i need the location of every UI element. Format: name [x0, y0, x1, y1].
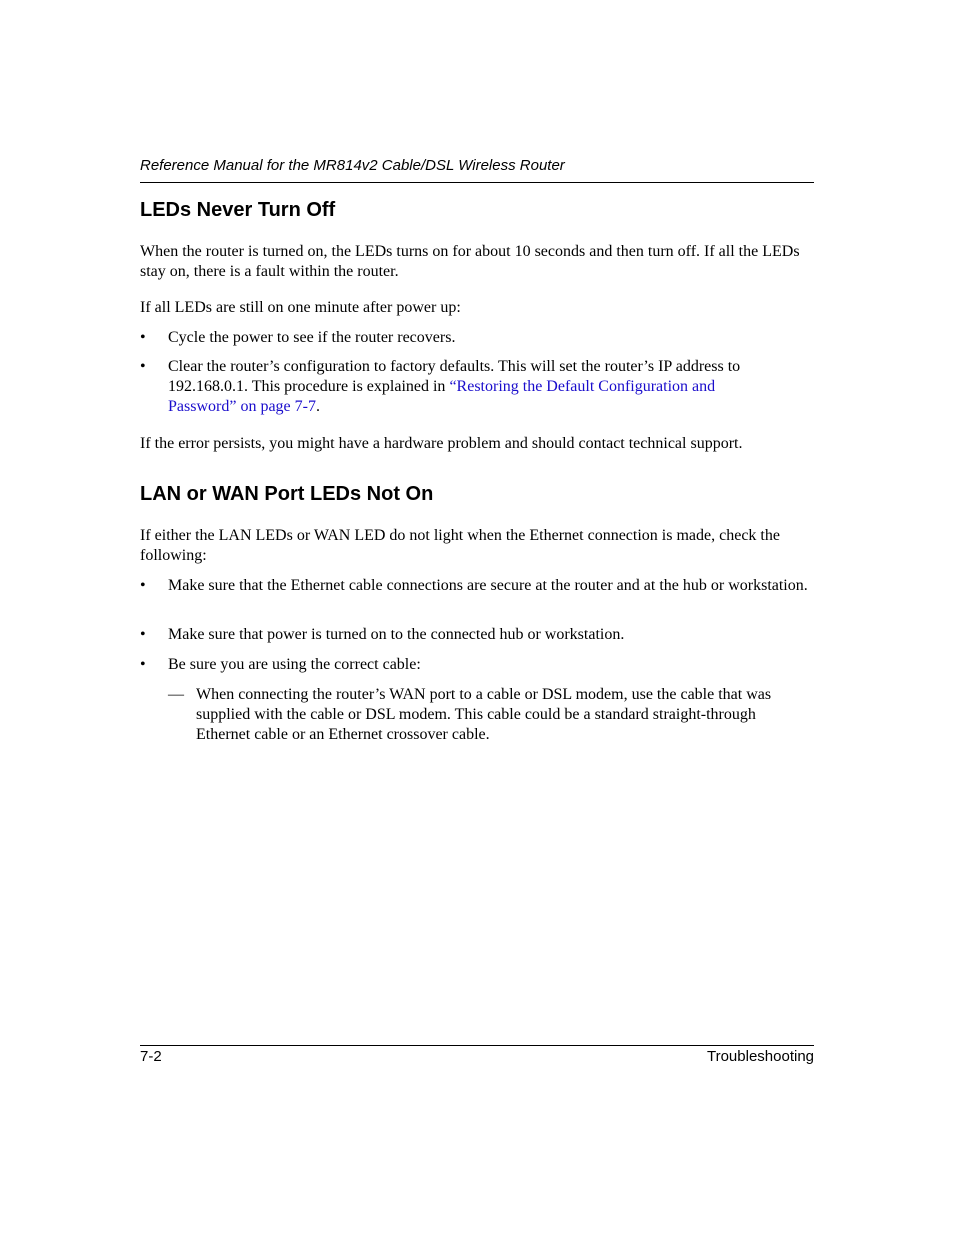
document-page — [140, 0, 814, 1235]
sub-list-item-text: When connecting the router’s WAN port to a cable or DSL modem, use the cable that was supplied with the cable or DSL modem. This cable could be a standard straight-through Ethernet cable or an Ethernet crossover cable. — [196, 686, 772, 743]
paragraph: If the error persists, you might have a hardware problem and should contact technical support. — [140, 435, 743, 452]
bullet-mark: • — [140, 358, 146, 375]
link-text-part: “Restoring the Default Configuration and — [449, 378, 716, 395]
list-item-text: Cycle the power to see if the router recovers. — [168, 329, 456, 346]
list-item-text-segment: . — [315, 398, 320, 415]
list-item-text-line: Clear the router’s configuration to factory defaults. This will set the router’s IP address to — [168, 358, 741, 375]
bullet-mark: • — [140, 626, 146, 643]
list-item-text: Make sure that the Ethernet cable connections are secure at the router and at the hub or workstation. — [168, 577, 808, 594]
bullet-mark: • — [140, 329, 146, 346]
footer-rule — [140, 1045, 814, 1046]
section-heading-lan-wan-port-leds: LAN or WAN Port LEDs Not On — [140, 483, 434, 505]
paragraph: If all LEDs are still on one minute after power up: — [140, 299, 461, 316]
chapter-name: Troubleshooting — [706, 1048, 814, 1065]
list-item-text — [168, 357, 814, 417]
list-item-text-segment: 192.168.0.1. This procedure is explained in — [168, 378, 450, 395]
running-header: Reference Manual for the MR814v2 Cable/DSL Wireless Router — [140, 157, 565, 174]
paragraph: If either the LAN LEDs or WAN LED do not light when the Ethernet connection is made, check the following: — [140, 527, 780, 564]
header-rule — [140, 182, 814, 183]
list-item-text: Make sure that power is turned on to the connected hub or workstation. — [168, 626, 625, 643]
paragraph: When the router is turned on, the LEDs turns on for about 10 seconds and then turn off. If all the LEDs stay on, there is a fault within the router. — [140, 243, 800, 280]
link-text-part: Password” on page 7-7 — [168, 398, 316, 415]
dash-mark: — — [168, 686, 184, 703]
page-number: 7-2 — [140, 1048, 162, 1065]
bullet-mark: • — [140, 656, 146, 673]
bullet-mark: • — [140, 577, 146, 594]
list-item-text: Be sure you are using the correct cable: — [168, 656, 421, 673]
section-heading-leds-never-turn-off: LEDs Never Turn Off — [140, 199, 336, 221]
